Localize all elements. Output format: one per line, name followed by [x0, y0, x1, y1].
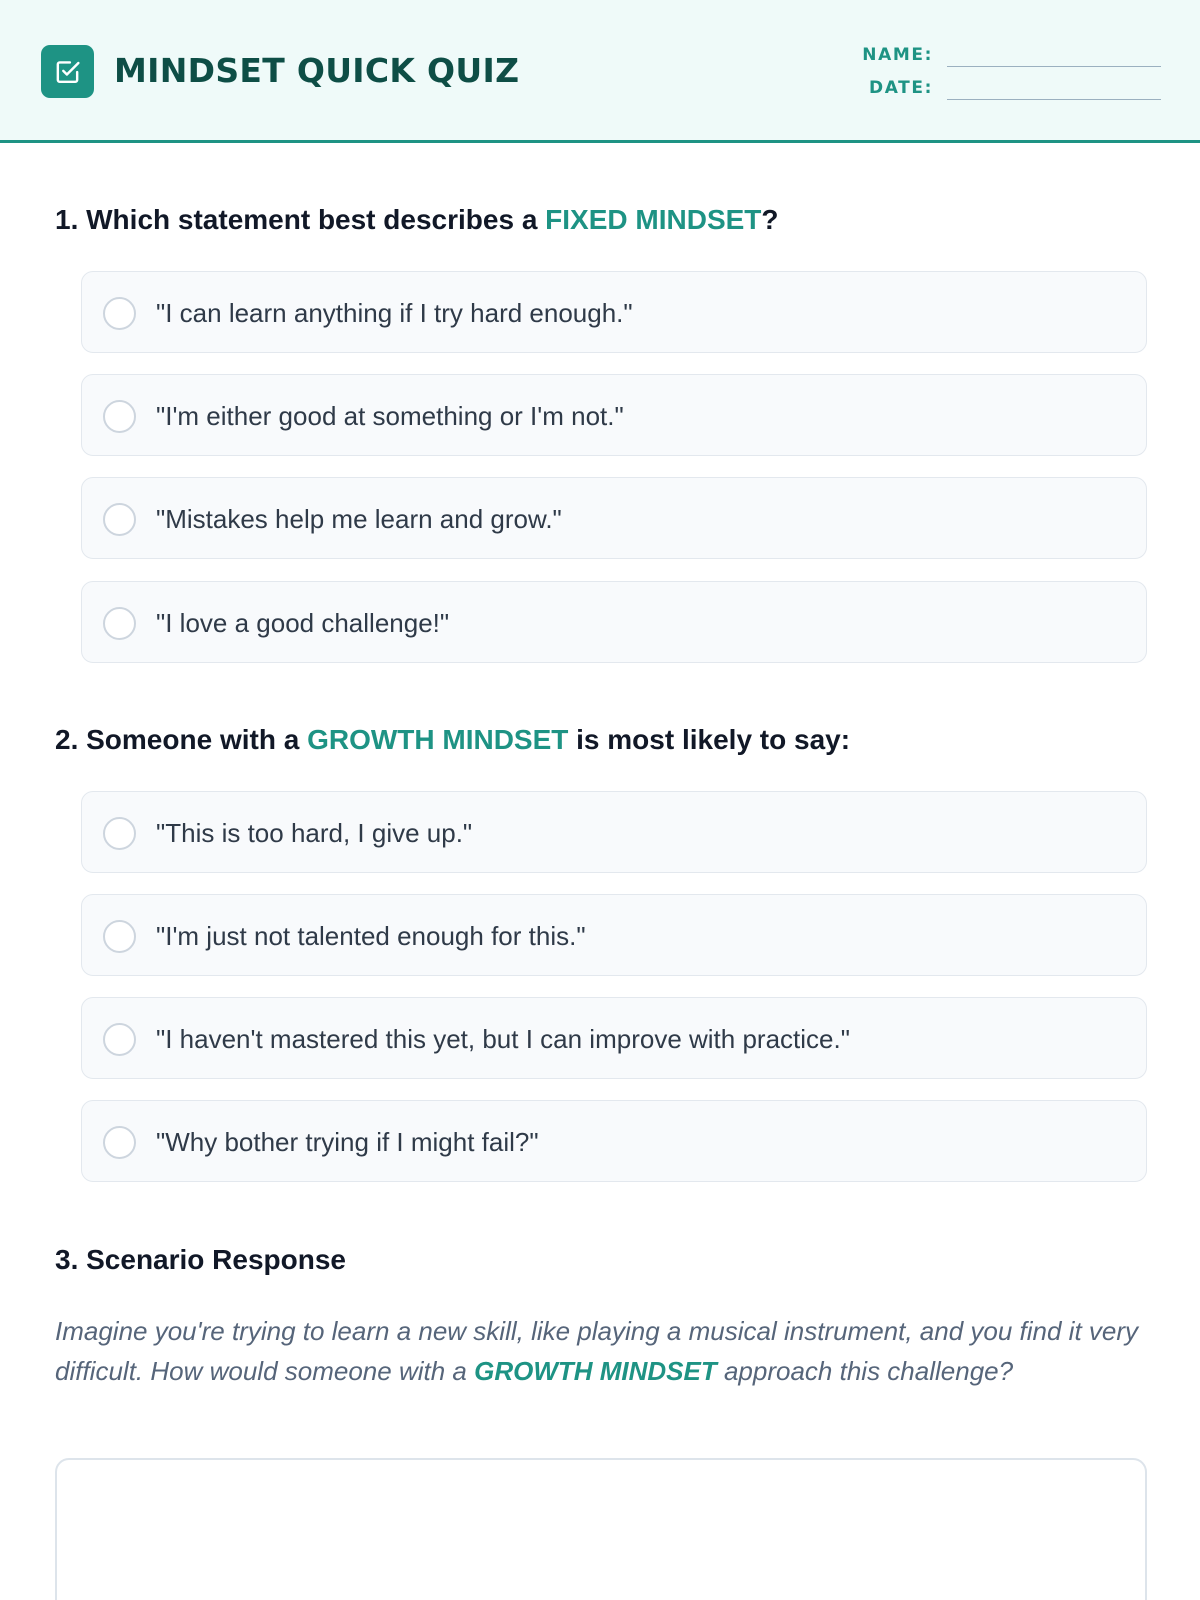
radio-button[interactable] — [103, 1126, 136, 1159]
quiz-header — [0, 0, 1200, 143]
option-label: "I'm either good at something or I'm not." — [156, 401, 624, 431]
radio-button[interactable] — [103, 817, 136, 850]
radio-button[interactable] — [103, 1023, 136, 1056]
option-label: "Mistakes help me learn and grow." — [156, 504, 562, 534]
radio-button[interactable] — [103, 920, 136, 953]
option-label: "I'm just not talented enough for this." — [156, 921, 586, 951]
question-2-highlight: GROWTH MINDSET — [307, 724, 569, 755]
question-1-title — [55, 202, 779, 238]
question-2-suffix: is most likely to say: — [568, 724, 851, 755]
scenario-answer-field[interactable] — [55, 1458, 1147, 1600]
radio-button[interactable] — [103, 503, 136, 536]
q2-option-2[interactable] — [81, 894, 1147, 976]
option-label: "This is too hard, I give up." — [156, 818, 473, 848]
radio-button[interactable] — [103, 400, 136, 433]
quiz-logo — [41, 45, 94, 98]
q2-option-4[interactable] — [81, 1100, 1147, 1182]
option-label: "I can learn anything if I try hard enough." — [156, 298, 633, 328]
question-1-highlight: FIXED MINDSET — [545, 204, 762, 235]
question-2-title — [55, 722, 850, 758]
question-1-suffix: ? — [761, 204, 779, 235]
q1-option-4[interactable] — [81, 581, 1147, 663]
q1-option-1[interactable] — [81, 271, 1147, 353]
radio-button[interactable] — [103, 607, 136, 640]
q2-option-1[interactable] — [81, 791, 1147, 873]
page-title: MINDSET QUICK QUIZ — [114, 51, 520, 90]
q2-option-3[interactable] — [81, 997, 1147, 1079]
scenario-text-after: approach this challenge? — [716, 1356, 1014, 1386]
q1-option-3[interactable] — [81, 477, 1147, 559]
scenario-highlight: GROWTH MINDSET — [474, 1356, 717, 1386]
name-label: NAME: — [862, 45, 933, 65]
name-field-line[interactable] — [947, 66, 1161, 67]
q1-option-2[interactable] — [81, 374, 1147, 456]
option-label: "I love a good challenge!" — [156, 608, 450, 638]
question-2-prefix: 2. Someone with a — [55, 724, 308, 755]
question-1-prefix: 1. Which statement best describes a — [55, 204, 546, 235]
option-label: "Why bother trying if I might fail?" — [156, 1127, 539, 1157]
date-field-line[interactable] — [947, 99, 1161, 100]
question-3-title: 3. Scenario Response — [55, 1244, 347, 1275]
radio-button[interactable] — [103, 297, 136, 330]
date-label: DATE: — [869, 78, 933, 98]
checkbox-icon — [53, 57, 82, 86]
option-label: "I haven't mastered this yet, but I can improve with practice." — [156, 1024, 850, 1054]
scenario-prompt — [55, 1311, 1155, 1391]
scenario-text-before: Imagine you're trying to learn a new skill, like playing a musical instrument, and you find it very difficult. How would someone with a — [55, 1316, 1139, 1386]
